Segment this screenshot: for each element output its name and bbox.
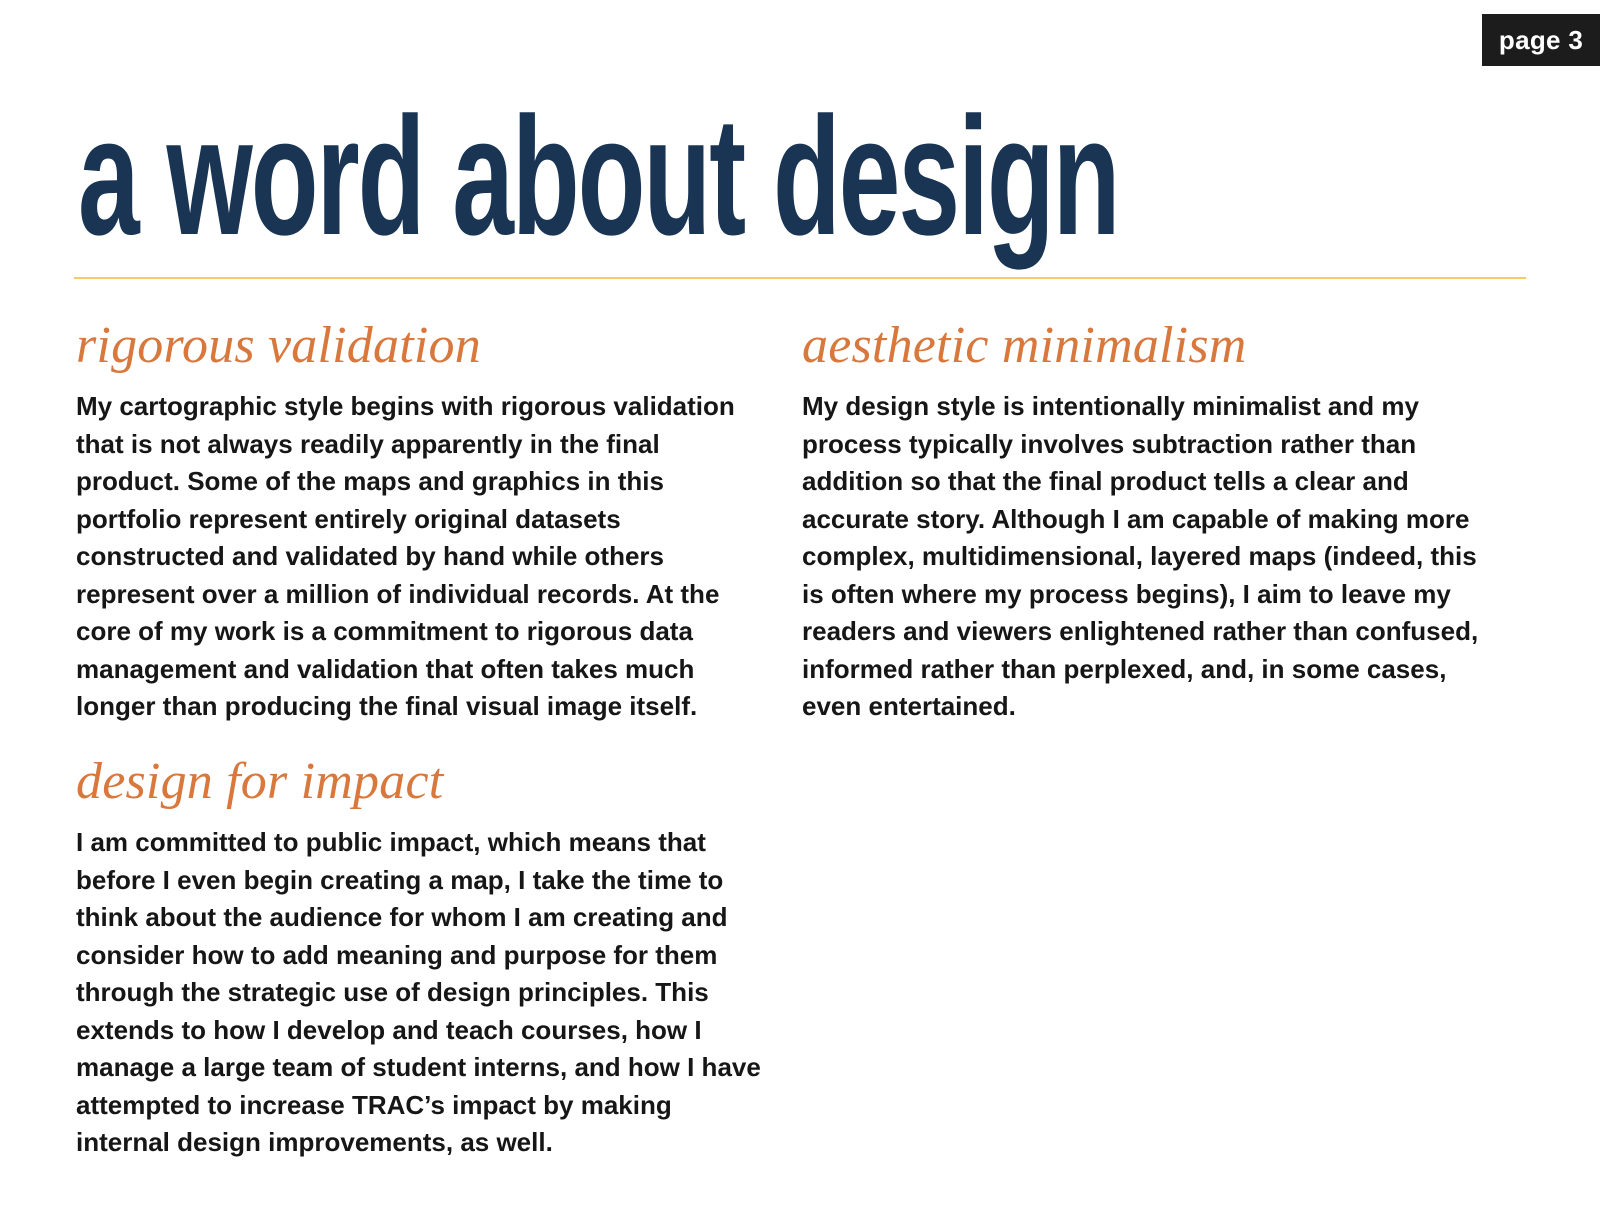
section-design-for-impact (76, 754, 766, 1162)
section-body: My cartographic style begins with rigorous validation that is not always readily apparently in the final product. Some of the maps and graphics in this portfolio represent entirely original datasets constructed and validated by hand while others represent over a million of individual records. At the core of my work is a commitment to rigorous data management and validation that often takes much longer than producing the final visual image itself. (76, 391, 735, 721)
page-number-badge: page 3 (1482, 14, 1600, 66)
page-title: a word about design (78, 82, 1119, 270)
section-heading: design for impact (76, 753, 444, 810)
section-body: I am committed to public impact, which means that before I even begin creating a map, I take the time to think about the audience for whom I am creating and consider how to add meaning and purpose for them through the strategic use of design principles. This extends to how I develop and teach courses, how I manage a large team of student interns, and how I have attempted to increase TRAC’s impact by making internal design improvements, as well. (76, 827, 761, 1157)
section-heading: aesthetic minimalism (802, 317, 1247, 374)
section-heading: rigorous validation (76, 317, 481, 374)
section-body: My design style is intentionally minimalist and my process typically involves subtraction rather than addition so that the final product tells a clear and accurate story. Although I am capable of making more complex, multidimensional, layered maps (indeed, this is often where my process begins), I aim to leave my readers and viewers enlightened rather than confused, informed rather than perplexed, and, in some cases, even entertained. (802, 391, 1479, 721)
section-aesthetic-minimalism (802, 318, 1492, 726)
section-rigorous-validation (76, 318, 766, 726)
title-divider (74, 277, 1526, 279)
